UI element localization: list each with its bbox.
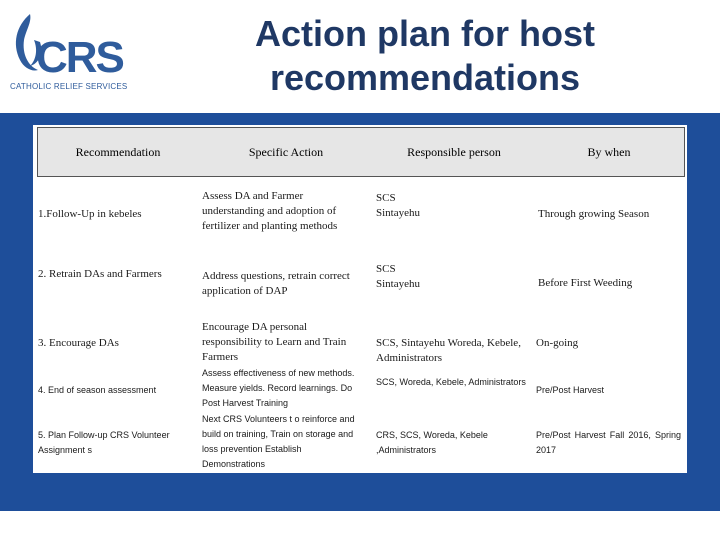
row2-person: SCS Sintayehu: [376, 263, 420, 290]
header-responsible-person: Responsible person: [407, 144, 501, 159]
slide-title: [200, 12, 650, 100]
row1-action: Assess DA and Farmer understanding and adoption of fertilizer and planting methods: [202, 190, 338, 232]
row4-person: SCS, Woreda, Kebele, Administrators: [376, 377, 526, 387]
row2-when: Before First Weeding: [538, 277, 633, 289]
row4-recommendation: 4. End of season assessment: [38, 385, 157, 395]
table-header-row: [37, 127, 685, 177]
row2-recommendation: 2. Retrain DAs and Farmers: [38, 268, 162, 280]
row4-when: Pre/Post Harvest: [536, 385, 605, 395]
row5-recommendation: 5. Plan Follow-up CRS Volunteer Assignment s: [38, 430, 170, 455]
title-line-1: Action plan for host: [255, 13, 595, 54]
row3-action: Encourage DA personal responsibility to Learn and Train Farmers: [202, 321, 347, 363]
row5-person: CRS, SCS, Woreda, Kebele ,Administrators: [376, 430, 488, 455]
header-specific-action: Specific Action: [248, 144, 324, 159]
row3-recommendation: 3. Encourage DAs: [38, 337, 119, 349]
row2-action: Address questions, retrain correct application of DAP: [202, 270, 350, 297]
row1-recommendation: 1.Follow-Up in kebeles: [38, 208, 142, 220]
row3-person: SCS, Sintayehu Woreda, Kebele, Administrators: [376, 337, 521, 364]
title-line-2: recommendations: [269, 57, 581, 98]
row5-action: Next CRS Volunteers t o reinforce and build on training, Train on storage and loss prevention Establish Demonstrations: [202, 414, 355, 469]
crs-logo: [8, 10, 138, 92]
logo-letters: CRS: [36, 33, 123, 82]
row5-when: Pre/Post Harvest Fall 2016, Spring 2017: [536, 430, 681, 455]
row4-action: Assess effectiveness of new methods. Measure yields. Record learnings. Do Post Harvest Training: [202, 368, 355, 408]
header-recommendation: Recommendation: [75, 144, 161, 159]
bottom-strip: [0, 511, 720, 540]
row1-when: Through growing Season: [538, 208, 650, 220]
row3-when: On-going: [536, 337, 579, 349]
header-by-when: By when: [587, 144, 631, 159]
row1-person: SCS Sintayehu: [376, 192, 420, 219]
logo-subtitle: CATHOLIC RELIEF SERVICES: [10, 82, 128, 91]
